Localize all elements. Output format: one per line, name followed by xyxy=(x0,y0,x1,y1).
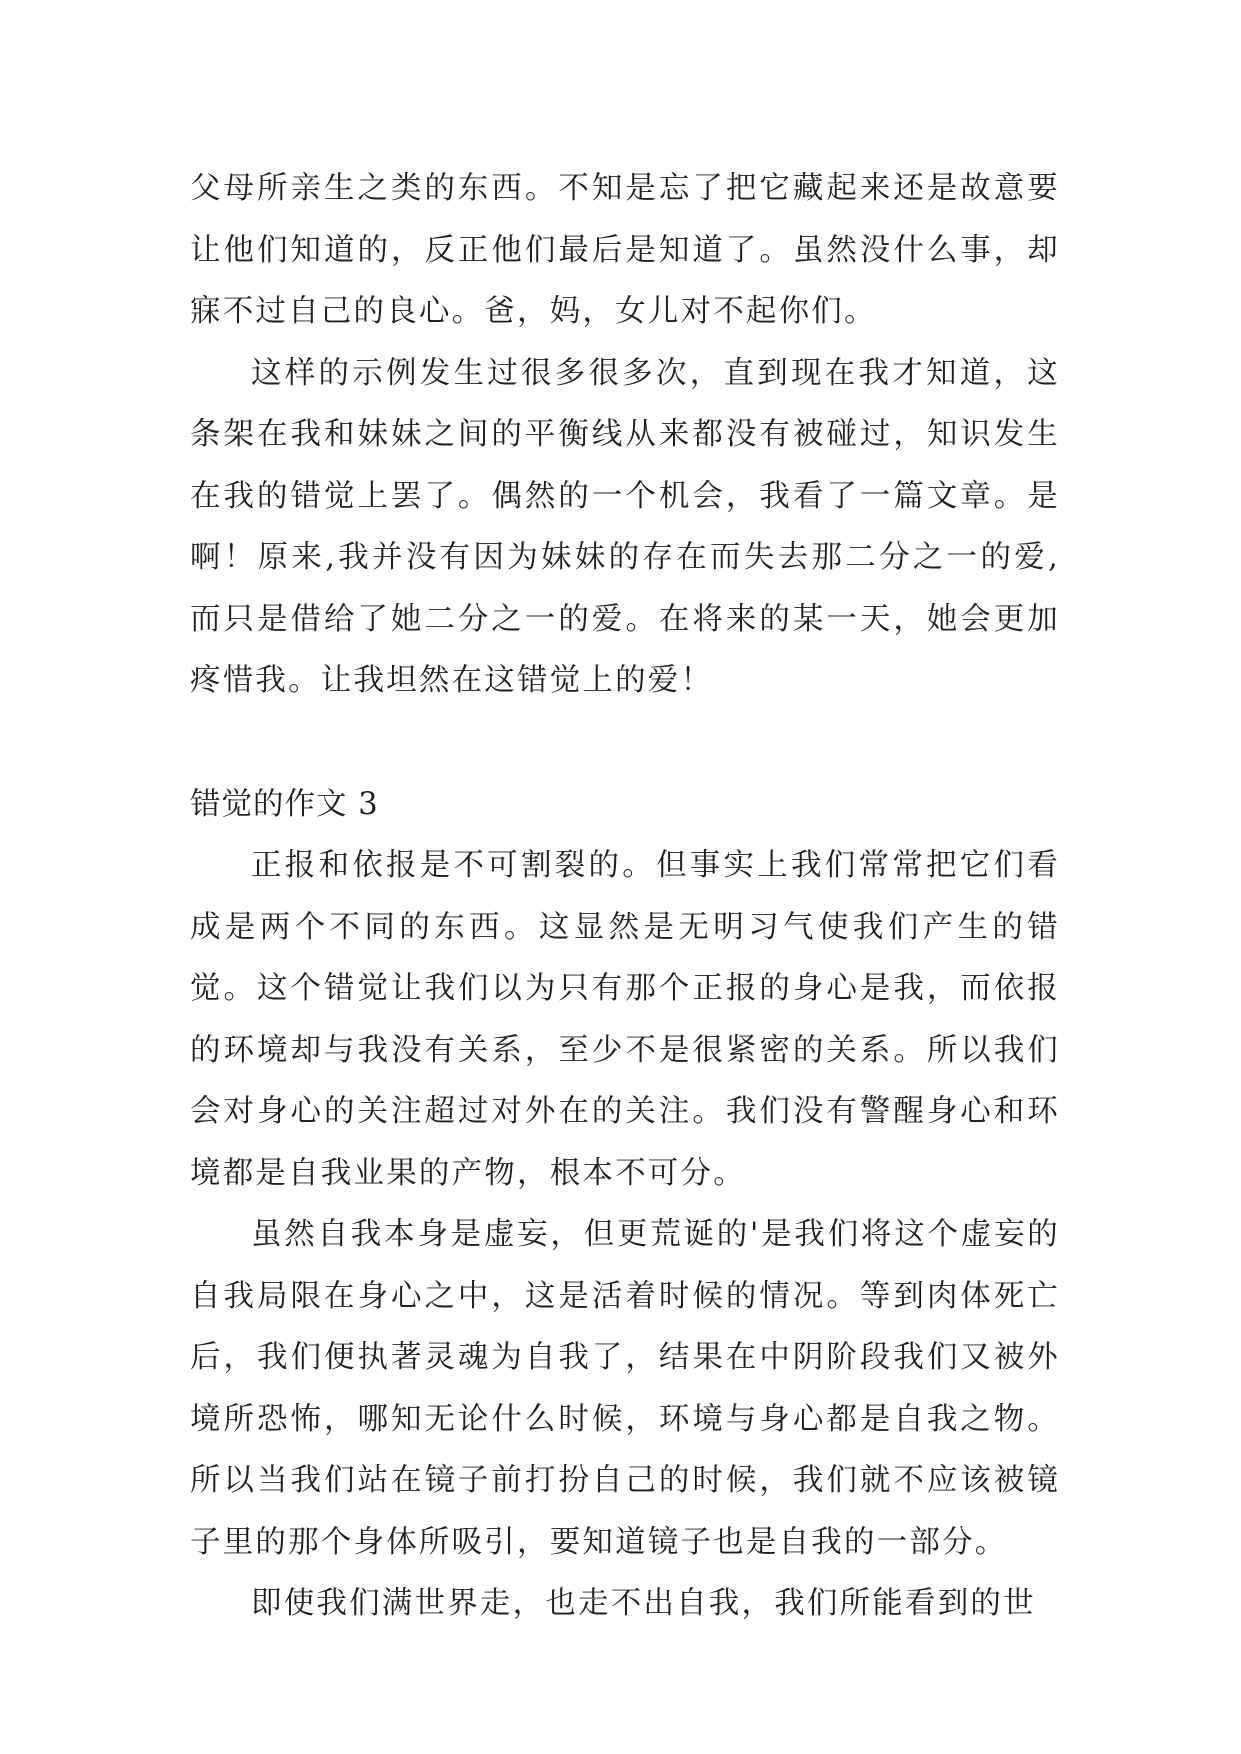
paragraph-2: 这样的示例发生过很多很多次，直到现在我才知道，这条架在我和妹妹之间的平衡线从来都没有被碰过，知识发生在我的错觉上罢了。偶然的一个机会，我看了一篇文章。是啊！原来,我并没有因为妹妹的存在而失去那二分之一的爱,而只是借给了她二分之一的爱。在将来的某一天，她会更加疼惜我。让我坦然在这错觉上的爱！ xyxy=(190,355,1060,698)
section-gap xyxy=(190,712,1060,774)
paragraph-5: 即使我们满世界走，也走不出自我，我们所能看到的世 xyxy=(251,1586,1036,1621)
paragraph-1: 父母所亲生之类的东西。不知是忘了把它藏起来还是故意要让他们知道的，反正他们最后是知道了。虽然没什么事，却寐不过自己的良心。爸，妈，女儿对不起你们。 xyxy=(190,171,1060,329)
paragraph-3: 正报和依报是不可割裂的。但事实上我们常常把它们看成是两个不同的东西。这显然是无明习气使我们产生的错觉。这个错觉让我们以为只有那个正报的身心是我，而依报的环境却与我没有关系，至少不是很紧密的关系。所以我们会对身心的关注超过对外在的关注。我们没有警醒身心和环境都是自我业果的产物，根本不可分。 xyxy=(190,848,1060,1191)
document-body xyxy=(190,158,1060,1635)
section-title: 错觉的作文 3 xyxy=(190,786,379,822)
paragraph-4: 虽然自我本身是虚妄，但更荒诞的'是我们将这个虚妄的自我局限在身心之中，这是活着时候的情况。等到肉体死亡后，我们便执著灵魂为自我了，结果在中阴阶段我们又被外境所恐怖，哪知无论什么时候，环境与身心都是自我之物。所以当我们站在镜子前打扮自己的时候，我们就不应该被镜子里的那个身体所吸引，要知道镜子也是自我的一部分。 xyxy=(190,1217,1060,1560)
